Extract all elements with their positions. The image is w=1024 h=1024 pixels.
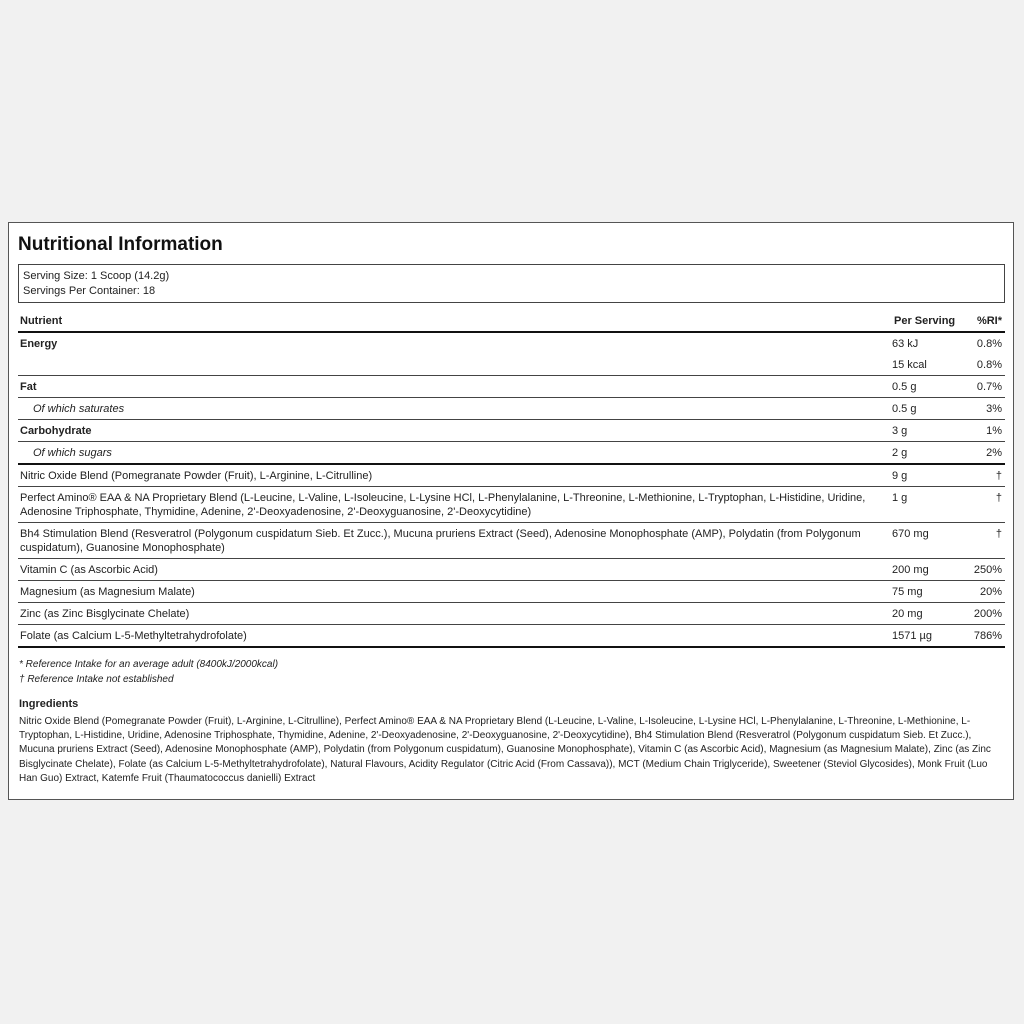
footnote-reference-intake: * Reference Intake for an average adult (8400kJ/2000kcal) (19, 659, 279, 670)
ri-value: 0.7% (976, 381, 1002, 393)
ri-cell (964, 603, 1005, 625)
per-serving-cell (892, 420, 964, 442)
per-serving-value: 20 mg (892, 608, 923, 620)
nutrition-table-body (18, 332, 1005, 647)
per-serving-cell (892, 442, 964, 465)
nutrition-table (18, 311, 1005, 648)
ri-cell (964, 398, 1005, 420)
nutrient-name: Of which sugars (18, 442, 892, 465)
ri-value: † (995, 528, 1002, 540)
ri-cell (964, 420, 1005, 442)
ri-cell (964, 559, 1005, 581)
table-row (18, 487, 1005, 523)
per-serving-value: 1 g (892, 492, 908, 504)
page-title: Nutritional Information (18, 234, 223, 255)
per-serving-value: 15 kcal (892, 359, 927, 371)
ri-value: † (995, 470, 1002, 482)
per-serving-cell (892, 332, 964, 376)
per-serving-value: 2 g (892, 447, 908, 459)
ri-value: 200% (973, 608, 1002, 620)
per-serving-value: 75 mg (892, 586, 923, 598)
per-serving-value: 200 mg (892, 564, 929, 576)
per-serving-cell (892, 398, 964, 420)
per-serving-cell (892, 625, 964, 648)
table-row (18, 559, 1005, 581)
table-row (18, 523, 1005, 559)
ri-cell (964, 625, 1005, 648)
per-serving-cell (892, 464, 964, 487)
ingredients-title: Ingredients (19, 698, 79, 710)
footnotes (18, 657, 1005, 687)
table-row (18, 420, 1005, 442)
header-nutrient: Nutrient (18, 311, 892, 332)
ri-value: † (995, 492, 1002, 504)
nutrient-name: Perfect Amino® EAA & NA Proprietary Blend (L-Leucine, L-Valine, L-Isoleucine, L-Lysine HCl, L-Phenylalanine, L-Threonine, L-Methionine, L-Tryptophan, L-Histidine, Uridine, Adenosine Triphosphate, Thymidine, Adenine, 2'-Deoxyadenosine, 2'-Deoxyguanosine, 2'-Deoxycytidine) (18, 487, 892, 523)
per-serving-value: 63 kJ (892, 338, 919, 350)
nutrient-name: Of which saturates (18, 398, 892, 420)
table-row (18, 442, 1005, 465)
serving-info-box (18, 264, 1005, 303)
nutrient-name: Magnesium (as Magnesium Malate) (18, 581, 892, 603)
per-serving-value: 670 mg (892, 528, 929, 540)
header-ri: %RI* (964, 311, 1005, 332)
ri-cell (964, 523, 1005, 559)
nutrient-name: Zinc (as Zinc Bisglycinate Chelate) (18, 603, 892, 625)
nutrient-name: Bh4 Stimulation Blend (Resveratrol (Polygonum cuspidatum Sieb. Et Zucc.), Mucuna pruriens Extract (Seed), Adenosine Monophosphate (AMP), Polydatin (from Polygonum cuspidatum), Guanosine Monophosphate) (18, 523, 892, 559)
servings-per-container: Servings Per Container: 18 (23, 285, 156, 297)
ri-value: 250% (973, 564, 1002, 576)
table-row (18, 603, 1005, 625)
ri-cell (964, 487, 1005, 523)
per-serving-cell (892, 523, 964, 559)
table-row (18, 398, 1005, 420)
per-serving-cell (892, 487, 964, 523)
table-row (18, 376, 1005, 398)
ri-cell (964, 442, 1005, 465)
per-serving-value: 9 g (892, 470, 908, 482)
nutrient-name: Vitamin C (as Ascorbic Acid) (18, 559, 892, 581)
ri-cell (964, 581, 1005, 603)
per-serving-value: 0.5 g (892, 381, 917, 393)
per-serving-value: 3 g (892, 425, 908, 437)
footnote-not-established: † Reference Intake not established (19, 674, 174, 685)
ri-value: 1% (986, 425, 1002, 437)
per-serving-value: 1571 µg (892, 630, 932, 642)
per-serving-cell (892, 603, 964, 625)
ri-value: 0.8% (976, 338, 1002, 350)
header-per-serving: Per Serving (892, 311, 964, 332)
ri-value: 20% (979, 586, 1002, 598)
ri-value: 786% (973, 630, 1002, 642)
nutrition-panel (8, 222, 1014, 800)
nutrient-name: Carbohydrate (18, 420, 892, 442)
per-serving-cell (892, 376, 964, 398)
nutrient-name: Nitric Oxide Blend (Pomegranate Powder (Fruit), L-Arginine, L-Citrulline) (18, 464, 892, 487)
ri-value: 3% (986, 403, 1002, 415)
per-serving-cell (892, 581, 964, 603)
per-serving-cell (892, 559, 964, 581)
ingredients-text: Nitric Oxide Blend (Pomegranate Powder (Fruit), L-Arginine, L-Citrulline), Perfect Amino® EAA & NA Proprietary Blend (L-Leucine, L-Valine, L-Isoleucine, L-Lysine HCl, L-Phenylalanine, L-Threonine, L-Methionine, L-Tryptophan, L-Histidine, Uridine, Adenosine Triphosphate, Thymidine, Adenine, 2'-Deoxyadenosine, 2'-Deoxyguanosine, 2'-Deoxycytidine), Bh4 Stimulation Blend (Resveratrol (Polygonum cuspidatum Sieb. Et Zucc.), Mucuna pruriens Extract (Seed), Adenosine Monophosphate (AMP), Polydatin (from Polygonum cuspidatum), Guanosine Monophosphate), Vitamin C (as Ascorbic Acid), Magnesium (as Magnesium Malate), Zinc (as Zinc Bisglycinate Chelate), Folate (as Calcium L-5-Methyltetrahydrofolate), Natural Flavours, Acidity Regulator (Citric Acid (From Cassava)), MCT (Medium Chain Triglyceride), Sweetener (Steviol Glycosides), Monk Fruit (Luo Han Guo) Extract, Katemfe Fruit (Thaumatococcus danielli) Extract (19, 716, 991, 784)
nutrient-name: Folate (as Calcium L-5-Methyltetrahydrofolate) (18, 625, 892, 648)
table-row (18, 332, 1005, 376)
serving-size: Serving Size: 1 Scoop (14.2g) (23, 270, 170, 282)
nutrient-name: Fat (18, 376, 892, 398)
per-serving-value: 0.5 g (892, 403, 917, 415)
ri-cell (964, 332, 1005, 376)
table-header-row (18, 311, 1005, 332)
table-row (18, 464, 1005, 487)
table-row (18, 625, 1005, 648)
nutrient-name: Energy (18, 332, 892, 376)
table-row (18, 581, 1005, 603)
ri-cell (964, 376, 1005, 398)
ri-value: 2% (986, 447, 1002, 459)
ri-cell (964, 464, 1005, 487)
ri-value: 0.8% (976, 359, 1002, 371)
